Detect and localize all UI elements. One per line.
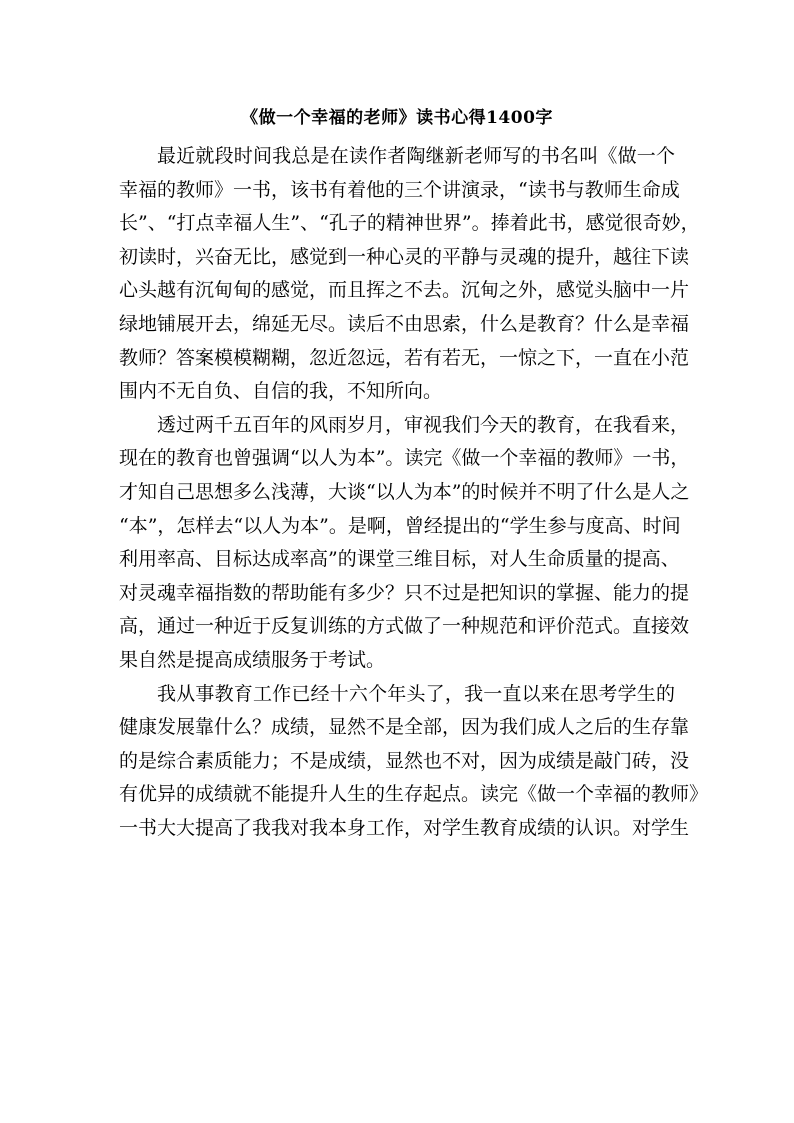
paragraph-line: 对灵魂幸福指数的帮助能有多少？只不过是把知识的掌握、能力的提 xyxy=(119,581,690,604)
paragraph-line: 心头越有沉甸甸的感觉，而且挥之不去。沉甸之外，感觉头脑中一片 xyxy=(119,279,690,302)
paragraph-line: 我从事教育工作已经十六个年头了，我一直以来在思考学生的 xyxy=(157,682,675,705)
paragraph-line: 健康发展靠什么？成绩，显然不是全部，因为我们成人之后的生存靠 xyxy=(119,716,690,739)
paragraph-line: 高，通过一种近于反复训练的方式做了一种规范和评价范式。直接效 xyxy=(119,615,690,638)
paragraph-line: “本”，怎样去“以人为本”。是啊，曾经提出的“学生参与度高、时间 xyxy=(119,514,681,537)
paragraph-line: 初读时，兴奋无比，感觉到一种心灵的平静与灵魂的提升，越往下读 xyxy=(119,245,690,268)
paragraph-line: 一书大大提高了我我对我本身工作，对学生教育成绩的认识。对学生 xyxy=(119,816,690,839)
paragraph-line: 长”、“打点幸福人生”、“孔子的精神世界”。捧着此书，感觉很奇妙， xyxy=(119,212,700,235)
paragraph-line: 现在的教育也曾强调“以人为本”。读完《做一个幸福的教师》一书， xyxy=(119,447,690,470)
paragraph-line: 才知自己思想多么浅薄，大谈“以人为本”的时候并不明了什么是人之 xyxy=(119,480,690,503)
paragraph-line: 幸福的教师》一书，该书有着他的三个讲演录，“读书与教师生命成 xyxy=(119,178,680,201)
paragraph-line: 的是综合素质能力；不是成绩，显然也不对，因为成绩是敲门砖，没 xyxy=(119,749,690,772)
paragraph-2 xyxy=(119,409,690,678)
document-body xyxy=(119,140,709,845)
paragraph-1 xyxy=(119,140,700,409)
paragraph-3 xyxy=(119,678,709,846)
paragraph-line: 透过两千五百年的风雨岁月，审视我们今天的教育，在我看来， xyxy=(157,413,690,436)
paragraph-line: 果自然是提高成绩服务于考试。 xyxy=(119,648,386,671)
paragraph-line: 围内不无自负、自信的我，不知所向。 xyxy=(119,380,443,403)
paragraph-line: 有优异的成绩就不能提升人生的生存起点。读完《做一个幸福的教师》 xyxy=(119,783,709,806)
paragraph-line: 利用率高、目标达成率高”的课堂三维目标，对人生命质量的提高、 xyxy=(119,548,680,571)
paragraph-line: 最近就段时间我总是在读作者陶继新老师写的书名叫《做一个 xyxy=(157,145,675,167)
paragraph-line: 教师？答案模模糊糊，忽近忽远，若有若无，一惊之下，一直在小范 xyxy=(119,346,690,369)
document-title: 《做一个幸福的老师》读书心得1400字 xyxy=(241,108,553,128)
paragraph-line: 绿地铺展开去，绵延无尽。读后不由思索，什么是教育？什么是幸福 xyxy=(119,312,690,335)
